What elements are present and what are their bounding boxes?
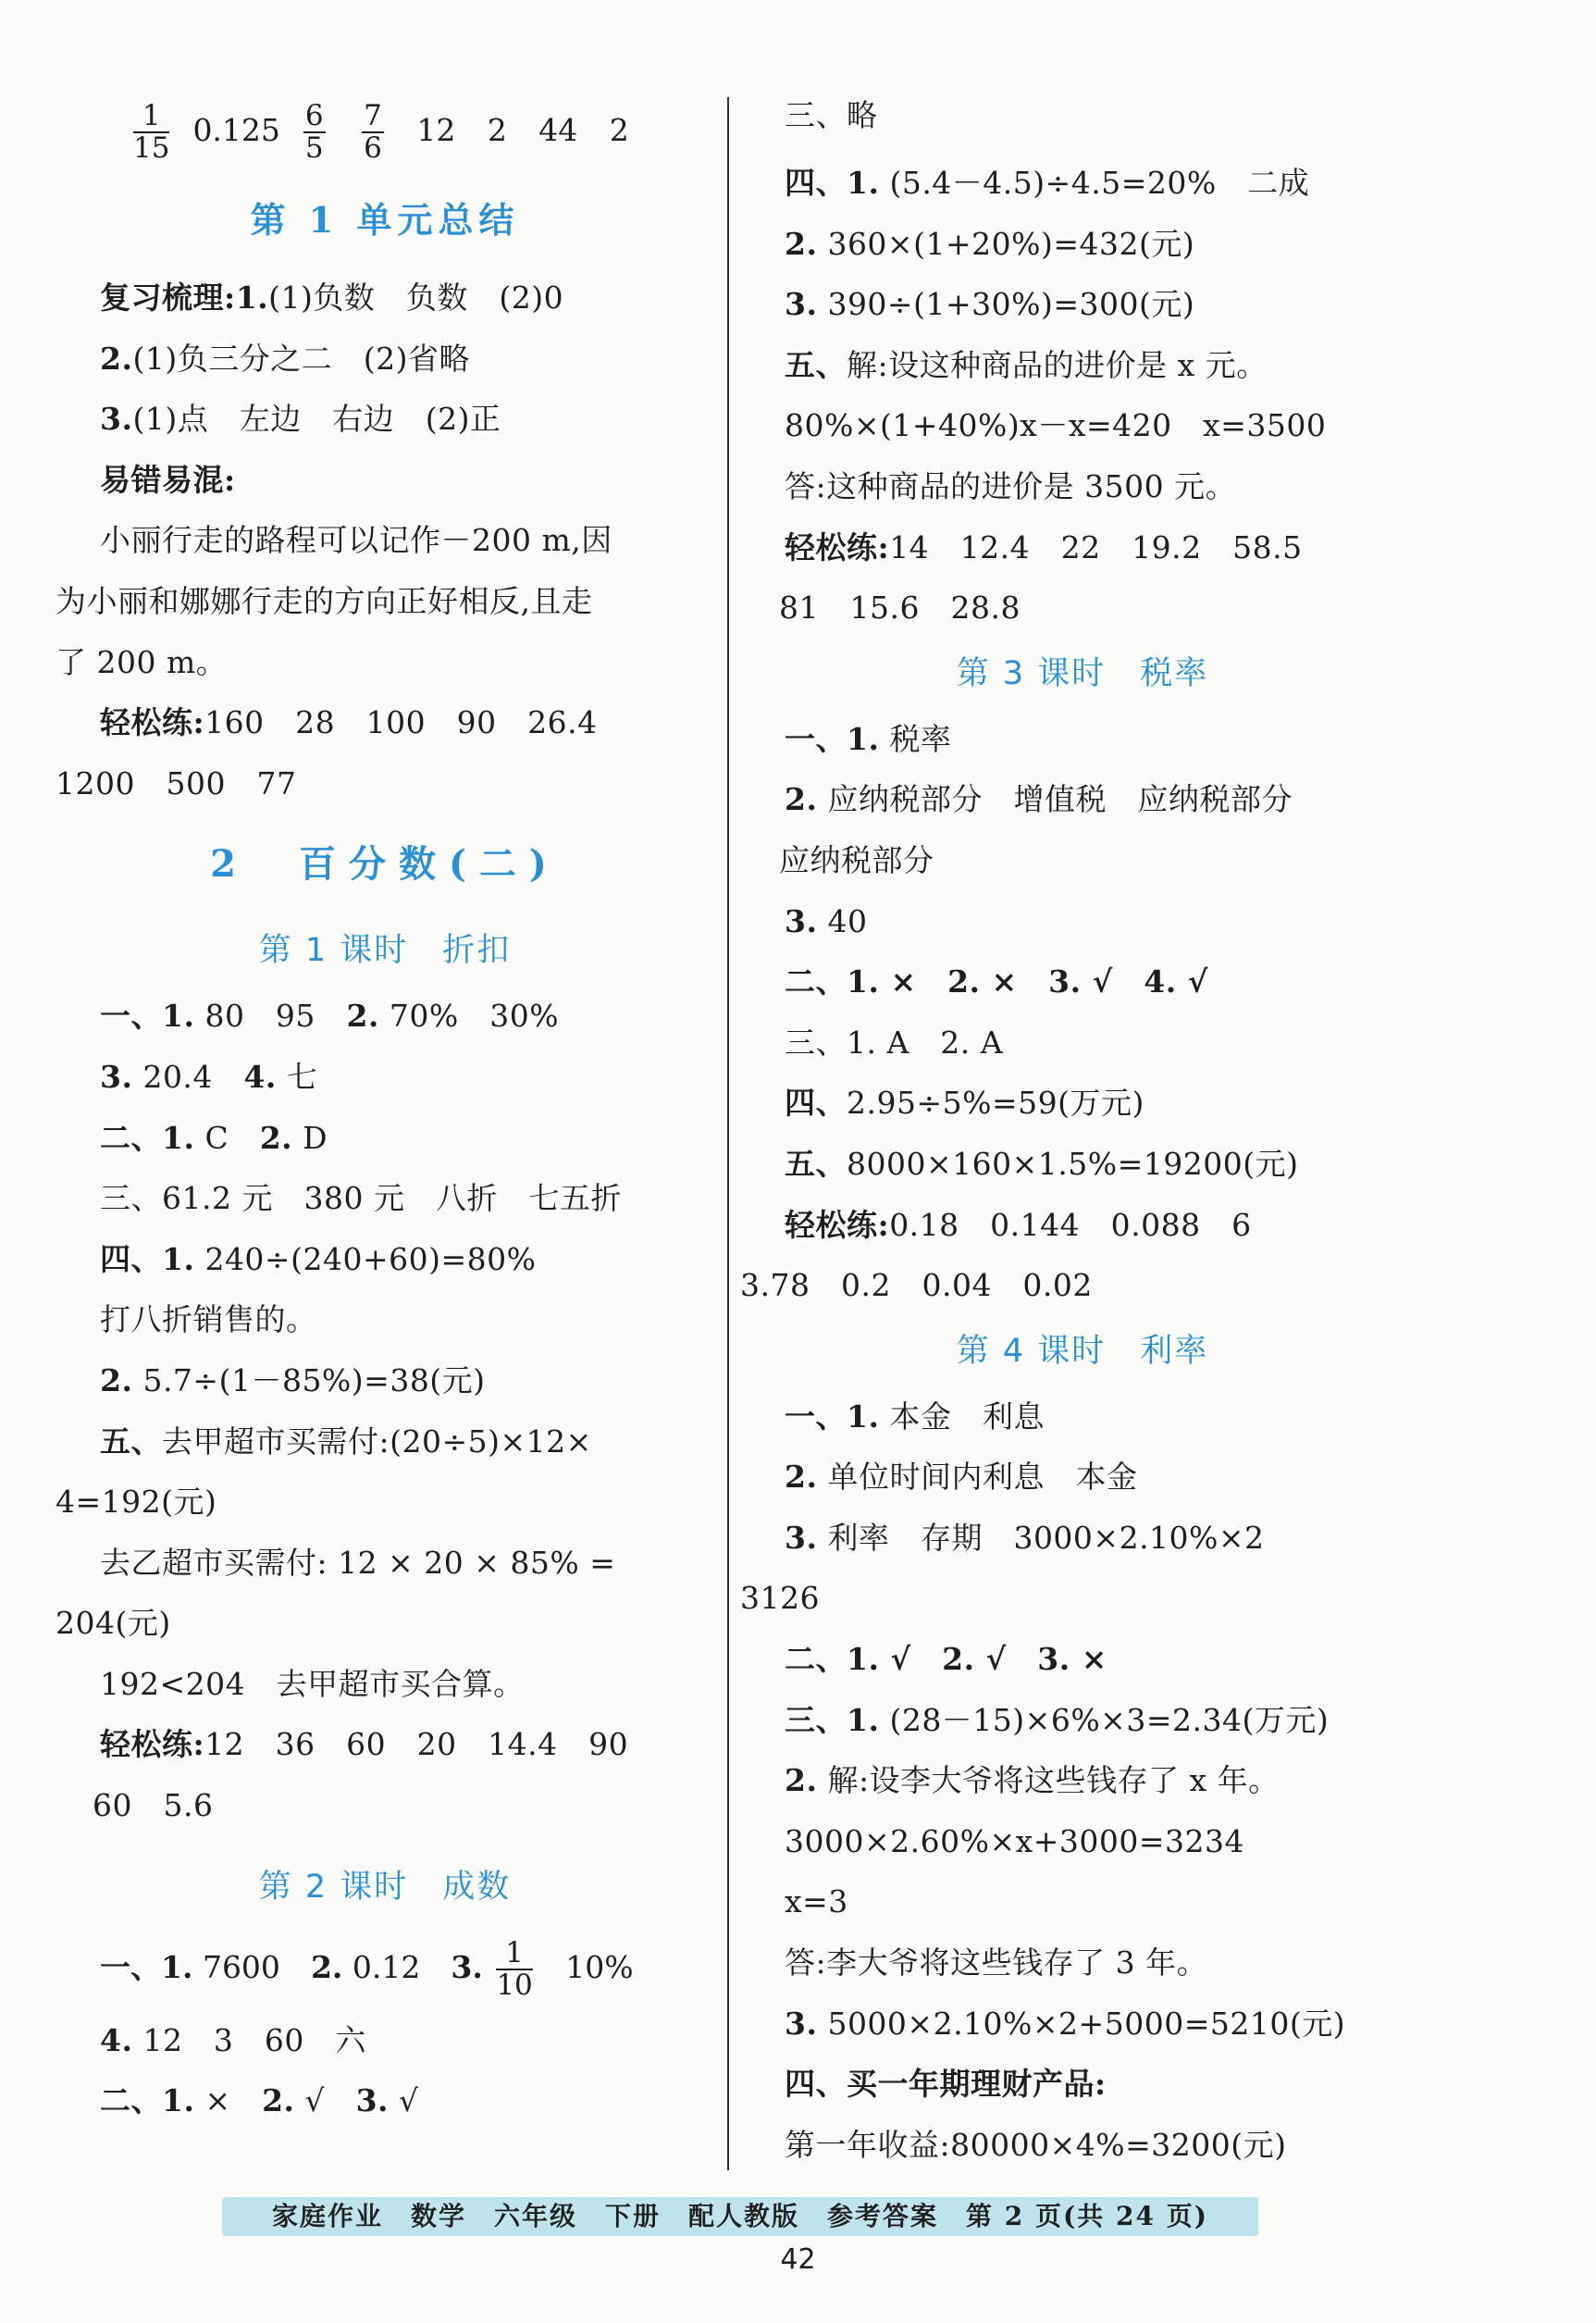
answer-line: 一、1. 本金 利息 [785, 1398, 1045, 1435]
answer-line: 3. 40 [785, 902, 868, 939]
answer-line: 为小丽和娜娜行走的方向正好相反,且走 [56, 582, 593, 619]
answer-line: 二、1. C 2. D [100, 1119, 328, 1156]
answer-line: 应纳税部分 [779, 841, 934, 878]
answer-line: 3. 利率 存期 3000×2.10%×2 [785, 1519, 1265, 1556]
answer-line: 小丽行走的路程可以记作－200 m,因 [100, 522, 612, 559]
answer-line: 2. 解:设李大爷将这些钱存了 x 年。 [785, 1762, 1280, 1799]
lesson-title: 第 4 课时 利率 [956, 1332, 1209, 1370]
answer-line: 三、1. A 2. A [785, 1024, 1004, 1061]
section-label: 易错易混: [100, 461, 236, 498]
answer-line: 3. 5000×2.10%×2+5000=5210(元) [785, 2005, 1346, 2042]
fraction: $\frac{1}{10}$ [496, 1935, 533, 2002]
answer-line: 一、1. 80 95 2. 70% 30% [100, 998, 560, 1035]
answer-line: 答:李大爷将这些钱存了 3 年。 [785, 1944, 1208, 1981]
column-divider [727, 97, 729, 2170]
page-number: 42 [780, 2243, 816, 2276]
answer-line: 了 200 m。 [56, 643, 228, 680]
fraction-answer-row [56, 88, 714, 173]
answer-line: 三、略 [785, 97, 878, 133]
answer-line: 3. 20.4 4. 七 [100, 1058, 318, 1095]
answer-line: 3.(1)点 左边 右边 (2)正 [100, 401, 501, 438]
answer-line: 三、1. (28－15)×6%×3=2.34(万元) [785, 1701, 1330, 1738]
answer-line: 轻松练:160 28 100 90 26.4 [100, 704, 598, 741]
answer-line: 3126 [740, 1580, 820, 1617]
answer-line: 二、1. × 2. × 3. √ 4. √ [785, 963, 1208, 1000]
answer-line: 轻松练:14 12.4 22 19.2 58.5 [785, 528, 1303, 565]
answer-line: 192<204 去甲超市买合算。 [100, 1665, 525, 1702]
answer-value: 0.125 [192, 112, 280, 148]
answer-line: 一、1. 税率 [785, 720, 952, 757]
answer-line: 204(元) [56, 1605, 171, 1642]
answer-line: 3.78 0.2 0.04 0.02 [740, 1267, 1093, 1304]
answer-line: 1200 500 77 [56, 764, 297, 801]
answer-line: 2. 应纳税部分 增值税 应纳税部分 [785, 781, 1293, 818]
answer-line: 60 5.6 [93, 1787, 214, 1824]
answer-line: 五、8000×160×1.5%=19200(元) [785, 1145, 1299, 1182]
answer-line: 去乙超市买需付: 12 × 20 × 85% = [100, 1544, 616, 1581]
answer-line: 四、1. 240÷(240+60)=80% [100, 1240, 537, 1277]
fraction: $\frac{1}{15}$ [133, 99, 170, 165]
answer-line: 复习梳理:1.(1)负数 负数 (2)0 [100, 280, 564, 316]
answer-line: 答:这种商品的进价是 3500 元。 [785, 467, 1237, 504]
lesson-title: 第 3 课时 税率 [956, 654, 1209, 692]
footer-bar: 家庭作业 数学 六年级 下册 配人教版 参考答案 第 2 页(共 24 页) [222, 2197, 1258, 2236]
answer-line: 3000×2.60%×x+3000=3234 [785, 1822, 1244, 1859]
answer-line: 四、1. (5.4－4.5)÷4.5=20% 二成 [785, 165, 1310, 201]
answer-line: 80%×(1+40%)x－x=420 x=3500 [785, 407, 1327, 444]
fraction: $\frac{6}{5}$ [304, 99, 324, 165]
fraction: $\frac{7}{6}$ [364, 99, 382, 165]
answer-line: x=3 [785, 1883, 848, 1920]
answer-line: 轻松练:12 36 60 20 14.4 90 [100, 1726, 629, 1763]
answer-line: 第一年收益:80000×4%=3200(元) [785, 2126, 1287, 2163]
answer-line: 3. 390÷(1+30%)=300(元) [785, 286, 1195, 323]
answer-line: 2. 360×(1+20%)=432(元) [785, 225, 1195, 262]
answer-line: 4. 12 3 60 六 [100, 2021, 366, 2058]
answer-line: 五、解:设这种商品的进价是 x 元。 [785, 346, 1268, 383]
answer-line: 四、2.95÷5%=59(万元) [785, 1085, 1144, 1122]
answer-line: 2. 单位时间内利息 本金 [785, 1459, 1138, 1496]
answer-line: 2.(1)负三分之二 (2)省略 [100, 340, 470, 377]
unit-summary-title: 第 1 单元总结 [250, 199, 520, 241]
answer-line: 4=192(元) [56, 1484, 217, 1521]
answer-line: 四、买一年期理财产品: [785, 2066, 1107, 2103]
answer-line: 轻松练:0.18 0.144 0.088 6 [785, 1206, 1252, 1243]
lesson-title: 第 1 课时 折扣 [258, 932, 512, 970]
answer-line: 2. 5.7÷(1－85%)=38(元) [100, 1361, 486, 1398]
chapter-title: 2 百分数(二) [210, 842, 560, 887]
answer-line: 81 15.6 28.8 [779, 590, 1021, 627]
answer-line: 三、61.2 元 380 元 八折 七五折 [100, 1180, 622, 1217]
answer-line: 五、去甲超市买需付:(20÷5)×12× [100, 1422, 592, 1460]
answer-line: 二、1. √ 2. √ 3. × [785, 1641, 1107, 1678]
answer-line: 二、1. × 2. √ 3. √ [100, 2082, 419, 2119]
answer-line: 打八折销售的。 [100, 1301, 317, 1338]
left-column [56, 88, 714, 2131]
answer-line: 一、1. 7600 2. 0.12 3. $\frac{1}{10}$ 10% [100, 1935, 634, 2002]
right-column [740, 88, 1425, 2175]
answer-value: 12 2 44 2 [416, 112, 629, 148]
lesson-title: 第 2 课时 成数 [258, 1868, 512, 1906]
